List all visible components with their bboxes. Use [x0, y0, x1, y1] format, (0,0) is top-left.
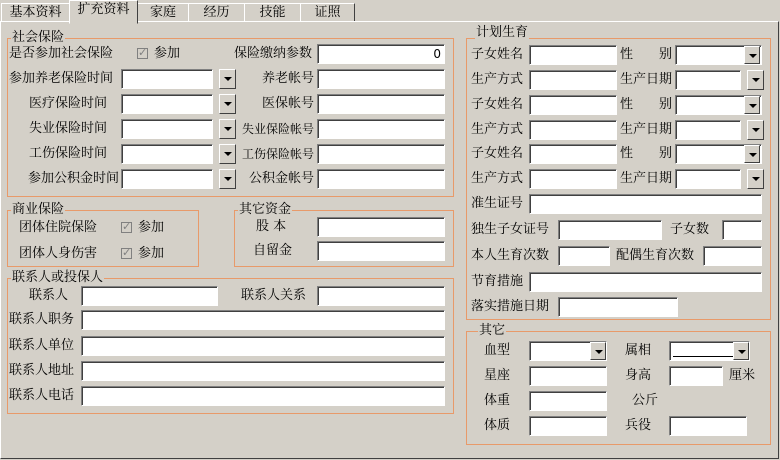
- birth-date-field-3[interactable]: [675, 169, 741, 189]
- injury-time-dropdown-icon[interactable]: [219, 144, 236, 164]
- unemp-acct-field[interactable]: [317, 119, 445, 139]
- zodiac-dropdown-icon[interactable]: [733, 342, 749, 360]
- gender-label-3: 性 别: [620, 146, 673, 161]
- birth-mode-label-1: 生产方式: [471, 72, 524, 87]
- zodiac-label: 属相: [625, 343, 652, 358]
- child-name-field-1[interactable]: [529, 45, 617, 65]
- retained-field[interactable]: [317, 241, 445, 261]
- child-name-label-2: 子女姓名: [471, 97, 524, 112]
- birth-date-dropdown-icon-1[interactable]: [747, 70, 764, 90]
- tab-experience[interactable]: 经历: [188, 3, 245, 22]
- spouse-births-field[interactable]: [703, 246, 762, 266]
- permit-field[interactable]: [529, 194, 762, 214]
- blood-dropdown-icon[interactable]: [590, 342, 606, 360]
- own-births-field[interactable]: [558, 246, 610, 266]
- child-count-label: 子女数: [670, 222, 710, 237]
- birth-mode-field-1[interactable]: [529, 70, 617, 90]
- child-count-field[interactable]: [722, 220, 762, 240]
- child-name-label-1: 子女姓名: [471, 47, 524, 62]
- tab-certificates[interactable]: 证照: [300, 3, 355, 22]
- group-hosp-check-label: 参加: [138, 220, 165, 235]
- commercial-insurance-title: 商业保险: [12, 202, 65, 217]
- join-social-label: 是否参加社会保险: [9, 46, 114, 61]
- height-label: 身高: [625, 368, 652, 383]
- birth-mode-label-2: 生产方式: [471, 122, 524, 137]
- group-injury-checkbox[interactable]: [121, 248, 132, 259]
- physique-label: 体质: [484, 418, 511, 433]
- contact-title: 联系人或投保人: [12, 270, 104, 285]
- contact-address-label: 联系人地址: [9, 363, 75, 378]
- fund-time-field[interactable]: [121, 169, 213, 189]
- contact-relation-field[interactable]: [317, 286, 445, 306]
- blood-label: 血型: [484, 343, 511, 358]
- child-name-field-3[interactable]: [529, 144, 617, 164]
- contact-job-label: 联系人职务: [9, 312, 75, 327]
- contraception-field[interactable]: [529, 272, 762, 292]
- other-title: 其它: [479, 323, 506, 338]
- contact-phone-field[interactable]: [81, 386, 445, 406]
- contact-unit-field[interactable]: [81, 336, 445, 356]
- implement-date-label: 落实措施日期: [471, 299, 550, 314]
- weight-field[interactable]: [529, 391, 607, 411]
- zodiac-selected-line: [673, 356, 733, 357]
- gender-dropdown-icon-1[interactable]: [744, 46, 760, 64]
- unemp-time-dropdown-icon[interactable]: [219, 119, 236, 139]
- contact-address-field[interactable]: [81, 361, 445, 381]
- unemp-time-field[interactable]: [121, 119, 213, 139]
- pension-time-label: 参加养老保险时间: [9, 71, 114, 86]
- unemp-acct-label: 失业保险帐号: [241, 122, 314, 136]
- contact-relation-label: 联系人关系: [241, 288, 307, 303]
- shares-field[interactable]: [317, 217, 445, 237]
- pension-time-dropdown-icon[interactable]: [219, 69, 236, 89]
- medical-time-field[interactable]: [121, 94, 213, 114]
- other-funds-title: 其它资金: [239, 202, 292, 217]
- birth-date-field-2[interactable]: [675, 120, 741, 140]
- constellation-label: 星座: [484, 368, 511, 383]
- injury-time-label: 工伤保险时间: [28, 146, 107, 161]
- medical-time-dropdown-icon[interactable]: [219, 94, 236, 114]
- military-field[interactable]: [669, 416, 747, 436]
- injury-time-field[interactable]: [121, 144, 213, 164]
- contact-person-label: 联系人: [29, 288, 69, 303]
- height-field[interactable]: [669, 366, 723, 386]
- military-label: 兵役: [625, 418, 652, 433]
- social-insurance-title: 社会保险: [12, 30, 65, 45]
- child-name-field-2[interactable]: [529, 95, 617, 115]
- gender-dropdown-icon-2[interactable]: [744, 96, 760, 114]
- only-child-cert-label: 独生子女证号: [471, 222, 550, 237]
- tab-extended[interactable]: 扩充资料: [69, 0, 138, 24]
- height-unit: 厘米: [729, 368, 756, 383]
- unemp-time-label: 失业保险时间: [28, 121, 107, 136]
- join-social-check-label: 参加: [154, 46, 181, 61]
- physique-field[interactable]: [529, 416, 607, 436]
- birth-mode-field-2[interactable]: [529, 120, 617, 140]
- contraception-label: 节育措施: [471, 274, 524, 289]
- birth-date-dropdown-icon-2[interactable]: [747, 120, 764, 140]
- fund-time-label: 参加公积金时间: [27, 171, 119, 186]
- birth-date-dropdown-icon-3[interactable]: [747, 169, 764, 189]
- pension-acct-field[interactable]: [317, 69, 445, 89]
- spouse-births-label: 配偶生育次数: [616, 248, 695, 263]
- pension-acct-label: 养老帐号: [261, 71, 314, 86]
- own-births-label: 本人生育次数: [471, 248, 550, 263]
- gender-label-1: 性 别: [620, 47, 673, 62]
- contact-person-field[interactable]: [81, 286, 218, 306]
- join-social-checkbox[interactable]: [137, 48, 148, 59]
- contact-job-field[interactable]: [81, 310, 445, 330]
- only-child-cert-field[interactable]: [558, 220, 662, 240]
- gender-dropdown-icon-3[interactable]: [744, 145, 760, 163]
- injury-acct-field[interactable]: [317, 144, 445, 164]
- family-plan-title: 计划生育: [476, 25, 529, 40]
- retained-label: 自留金: [253, 243, 293, 258]
- implement-date-field[interactable]: [558, 297, 678, 317]
- tab-basic[interactable]: 基本资料: [1, 3, 70, 22]
- group-injury-check-label: 参加: [138, 246, 165, 261]
- fund-acct-field[interactable]: [317, 169, 445, 189]
- gender-label-2: 性 别: [620, 97, 673, 112]
- contact-unit-label: 联系人单位: [9, 338, 75, 353]
- group-injury-label: 团体人身伤害: [19, 246, 98, 261]
- group-hosp-label: 团体住院保险: [19, 220, 98, 235]
- contact-phone-label: 联系人电话: [9, 388, 75, 403]
- injury-acct-label: 工伤保险帐号: [241, 147, 314, 161]
- shares-label: 股 本: [256, 219, 287, 234]
- child-name-label-3: 子女姓名: [471, 146, 524, 161]
- birth-mode-field-3[interactable]: [529, 169, 617, 189]
- medical-time-label: 医疗保险时间: [28, 96, 107, 111]
- medical-acct-label: 医保帐号: [261, 96, 314, 111]
- fund-time-dropdown-icon[interactable]: [219, 169, 236, 189]
- weight-label: 体重: [484, 393, 511, 408]
- tab-skills[interactable]: 技能: [244, 3, 301, 22]
- medical-acct-field[interactable]: [317, 94, 445, 114]
- birth-date-label-1: 生产日期: [620, 72, 673, 87]
- birth-date-label-2: 生产日期: [620, 122, 673, 137]
- fund-acct-label: 公积金帐号: [248, 171, 314, 186]
- tab-bar: [0, 0, 780, 22]
- birth-date-label-3: 生产日期: [620, 171, 673, 186]
- years-label: 保险缴纳参数: [234, 46, 313, 61]
- birth-mode-label-3: 生产方式: [471, 171, 524, 186]
- tab-family[interactable]: 家庭: [137, 3, 189, 22]
- group-hosp-checkbox[interactable]: [121, 222, 132, 233]
- weight-unit: 公斤: [632, 393, 659, 408]
- pension-time-field[interactable]: [121, 69, 213, 89]
- permit-label: 准生证号: [471, 196, 524, 211]
- birth-date-field-1[interactable]: [675, 70, 741, 90]
- constellation-field[interactable]: [529, 366, 607, 386]
- years-field[interactable]: 0: [317, 44, 445, 64]
